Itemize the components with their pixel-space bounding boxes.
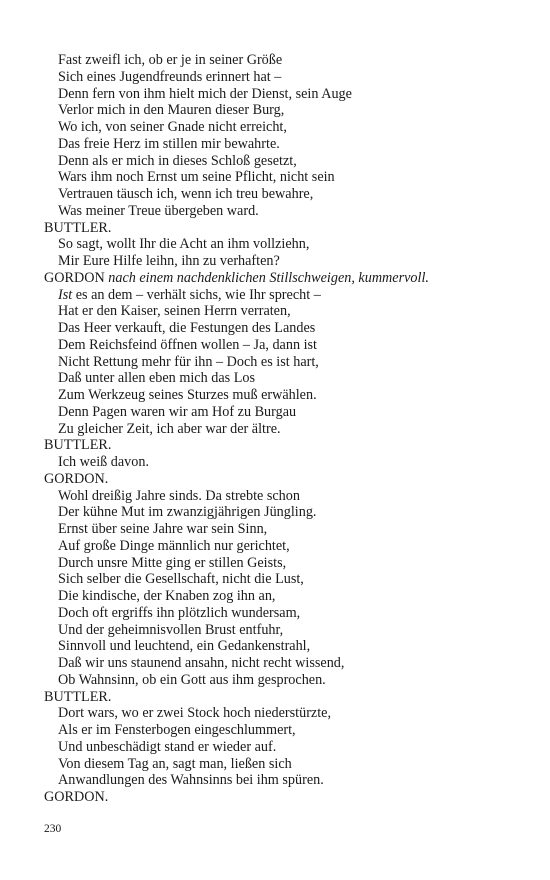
verse-text: Dem Reichsfeind öffnen wollen – Ja, dann ist xyxy=(58,336,317,353)
verse-line xyxy=(44,52,514,69)
stage-direction: nach einem nachdenklichen Stillschweigen, kummervoll. xyxy=(108,269,429,286)
verse-text: Fast zweifl ich, ob er je in seiner Größe xyxy=(58,52,283,68)
verse-line xyxy=(44,555,514,572)
speaker-name: BUTTLER. xyxy=(44,688,112,705)
verse-line xyxy=(44,672,514,689)
verse-text: Sinnvoll und leuchtend, ein Gedankenstrahl, xyxy=(58,638,311,655)
speaker-name: BUTTLER. xyxy=(44,219,112,236)
verse-text: So sagt, wollt Ihr die Acht an ihm vollziehn, xyxy=(58,236,310,253)
verse-text: Denn fern von ihm hielt mich der Dienst, sein Auge xyxy=(58,85,352,102)
verse-text: Ich weiß davon. xyxy=(58,454,150,470)
speaker-line xyxy=(44,220,514,237)
speaker-name: GORDON. xyxy=(44,470,109,487)
speaker-name: BUTTLER. xyxy=(44,437,112,454)
verse-text: Als er im Fensterbogen eingeschlummert, xyxy=(58,722,296,738)
verse-line xyxy=(44,538,514,555)
verse-text: Von diesem Tag an, sagt man, ließen sich xyxy=(58,755,292,772)
verse-text: Und der geheimnisvollen Brust entfuhr, xyxy=(58,621,284,638)
verse-line xyxy=(44,320,514,337)
verse-text: Zum Werkzeug seines Sturzes muß erwählen. xyxy=(58,387,317,403)
verse-line xyxy=(44,722,514,739)
verse-line xyxy=(44,756,514,773)
verse-line xyxy=(44,571,514,588)
verse-text: Sich eines Jugendfreunds erinnert hat – xyxy=(58,68,282,85)
verse-line xyxy=(44,337,514,354)
speaker-name: GORDON. xyxy=(44,789,109,805)
verse-text: Denn Pagen waren wir am Hof zu Burgau xyxy=(58,403,297,420)
speaker-line xyxy=(44,789,514,806)
verse-line xyxy=(44,638,514,655)
verse-line xyxy=(44,504,514,521)
verse-line xyxy=(44,186,514,203)
verse-line xyxy=(44,169,514,186)
verse-line xyxy=(44,69,514,86)
verse-line xyxy=(44,253,514,270)
speaker-line xyxy=(44,270,514,287)
verse-line xyxy=(44,622,514,639)
verse-text: Daß unter allen eben mich das Los xyxy=(58,370,255,387)
verse-text: Anwandlungen des Wahnsinns bei ihm spüren. xyxy=(58,772,324,789)
verse-text: Wo ich, von seiner Gnade nicht erreicht, xyxy=(58,119,287,135)
play-text xyxy=(44,52,514,806)
verse-line xyxy=(44,303,514,320)
verse-text: Was meiner Treue übergeben ward. xyxy=(58,202,259,219)
verse-line xyxy=(44,655,514,672)
verse-text: Mir Eure Hilfe leihn, ihn zu verhaften? xyxy=(58,253,280,269)
emphasized-word: Ist xyxy=(58,286,73,303)
verse-line xyxy=(44,488,514,505)
verse-text: Wars ihm noch Ernst um seine Pflicht, nicht sein xyxy=(58,169,335,186)
verse-text: Auf große Dinge männlich nur gerichtet, xyxy=(58,537,290,554)
verse-text: Durch unsre Mitte ging er stillen Geists, xyxy=(58,554,287,571)
verse-text: Nicht Rettung mehr für ihn – Doch es ist hart, xyxy=(58,353,319,370)
verse-line xyxy=(44,739,514,756)
verse-text: Dort wars, wo er zwei Stock hoch niederstürzte, xyxy=(58,705,332,722)
verse-text: Hat er den Kaiser, seinen Herrn verraten, xyxy=(58,303,291,320)
verse-line xyxy=(44,404,514,421)
verse-line xyxy=(44,119,514,136)
verse-text: Der kühne Mut im zwanzigjährigen Jüngling. xyxy=(58,504,317,521)
speaker-line xyxy=(44,689,514,706)
verse-text: Das freie Herz im stillen mir bewahrte. xyxy=(58,135,280,152)
verse-text: Doch oft ergriffs ihn plötzlich wundersam, xyxy=(58,604,301,621)
verse-line xyxy=(44,354,514,371)
verse-line xyxy=(44,287,514,304)
verse-line xyxy=(44,86,514,103)
verse-text: Daß wir uns staunend ansahn, nicht recht wissend, xyxy=(58,655,345,671)
verse-text: es an dem – verhält sichs, wie Ihr sprecht – xyxy=(72,286,321,303)
verse-text: Verlor mich in den Mauren dieser Burg, xyxy=(58,102,285,119)
verse-text: Wohl dreißig Jahre sinds. Da strebte schon xyxy=(58,487,300,504)
verse-line xyxy=(44,605,514,622)
verse-line xyxy=(44,136,514,153)
verse-text: Und unbeschädigt stand er wieder auf. xyxy=(58,738,277,755)
verse-line xyxy=(44,521,514,538)
verse-text: Ob Wahnsinn, ob ein Gott aus ihm gesprochen. xyxy=(58,671,326,688)
verse-text: Zu gleicher Zeit, ich aber war der ältre. xyxy=(58,420,281,437)
verse-line xyxy=(44,705,514,722)
verse-text: Denn als er mich in dieses Schloß gesetzt, xyxy=(58,152,297,169)
speaker-name: GORDON xyxy=(44,269,105,286)
verse-line xyxy=(44,153,514,170)
verse-line xyxy=(44,772,514,789)
verse-line xyxy=(44,454,514,471)
verse-line xyxy=(44,236,514,253)
verse-line xyxy=(44,102,514,119)
verse-line xyxy=(44,203,514,220)
verse-line xyxy=(44,370,514,387)
verse-text: Die kindische, der Knaben zog ihn an, xyxy=(58,588,276,604)
verse-text: Sich selber die Gesellschaft, nicht die Lust, xyxy=(58,571,304,588)
verse-line xyxy=(44,421,514,438)
page-number: 230 xyxy=(44,823,62,835)
verse-line xyxy=(44,387,514,404)
verse-text: Vertrauen täusch ich, wenn ich treu bewahre, xyxy=(58,186,314,202)
verse-text: Ernst über seine Jahre war sein Sinn, xyxy=(58,521,268,537)
verse-text: Das Heer verkauft, die Festungen des Landes xyxy=(58,320,316,336)
verse-line xyxy=(44,588,514,605)
speaker-line xyxy=(44,437,514,454)
speaker-line xyxy=(44,471,514,488)
